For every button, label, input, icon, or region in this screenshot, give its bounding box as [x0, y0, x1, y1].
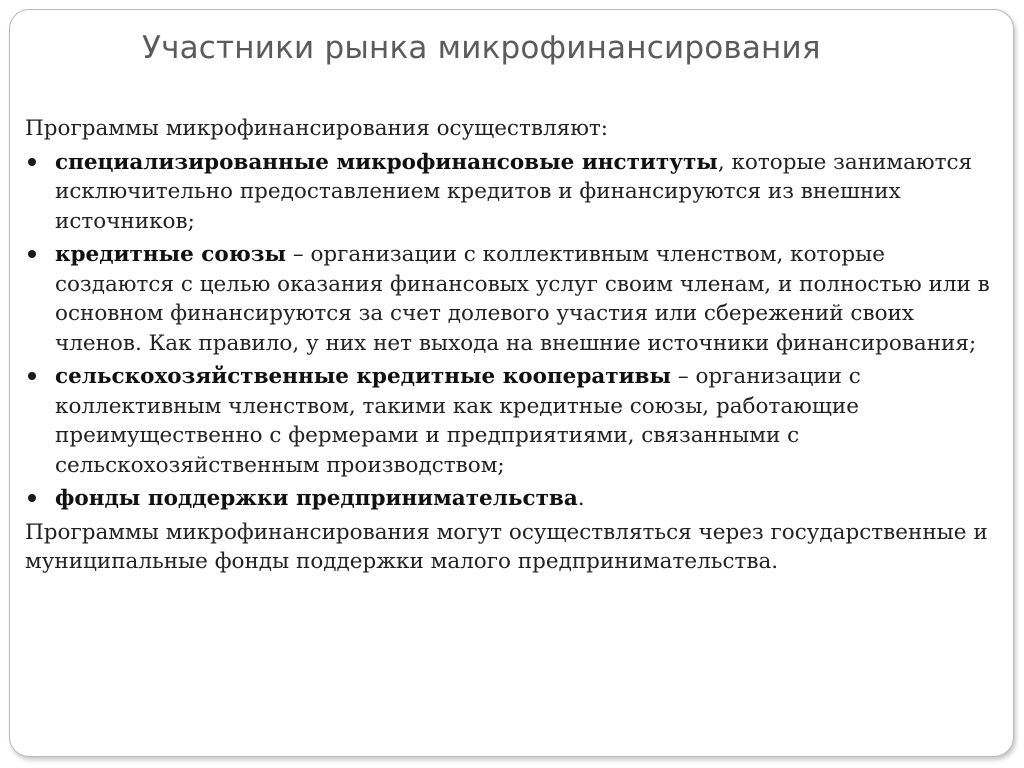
list-item-term: фонды поддержки предпринимательства: [55, 486, 578, 511]
list-item-term: специализированные микрофинансовые институты: [55, 149, 718, 175]
list-item-text: , которые занимаются исключительно предоставлением кредитов и финансируются из внешних источников;: [55, 149, 973, 234]
list-item: [25, 240, 990, 358]
list-item: [25, 484, 990, 514]
slide-title: Участники рынка микрофинансирования: [142, 30, 821, 66]
bullet-icon: [28, 494, 36, 502]
list-item: [25, 148, 990, 237]
list-item-text: .: [577, 486, 585, 511]
slide-body: [25, 114, 990, 577]
list-item: [25, 362, 990, 480]
list-item-term: кредитные союзы: [55, 242, 287, 267]
list-item-text: – организации с коллективным членством, такими как кредитные союзы, работающие преимущественно с фермерами и предприятиями, связанными с сельскохозяйственным производством;: [55, 364, 861, 478]
outro-text: Программы микрофинансирования могут осуществляться через государственные и муниципальные фонды поддержки малого предпринимательства.: [25, 519, 988, 574]
bullet-icon: [28, 372, 36, 380]
bullet-icon: [28, 250, 36, 258]
intro-text: Программы микрофинансирования осуществляют:: [25, 116, 609, 141]
participants-list: [25, 148, 990, 514]
bullet-icon: [28, 158, 36, 166]
list-item-term: сельскохозяйственные кредитные кооперативы: [55, 364, 672, 389]
list-item-text: – организации с коллективным членством, которые создаются с целью оказания финансовых услуг своим членам, и полностью или в основном финансируются за счет долевого участия или сбережений своих членов. Как правило, у них нет выхода на внешние источники финансирования;: [55, 242, 990, 356]
